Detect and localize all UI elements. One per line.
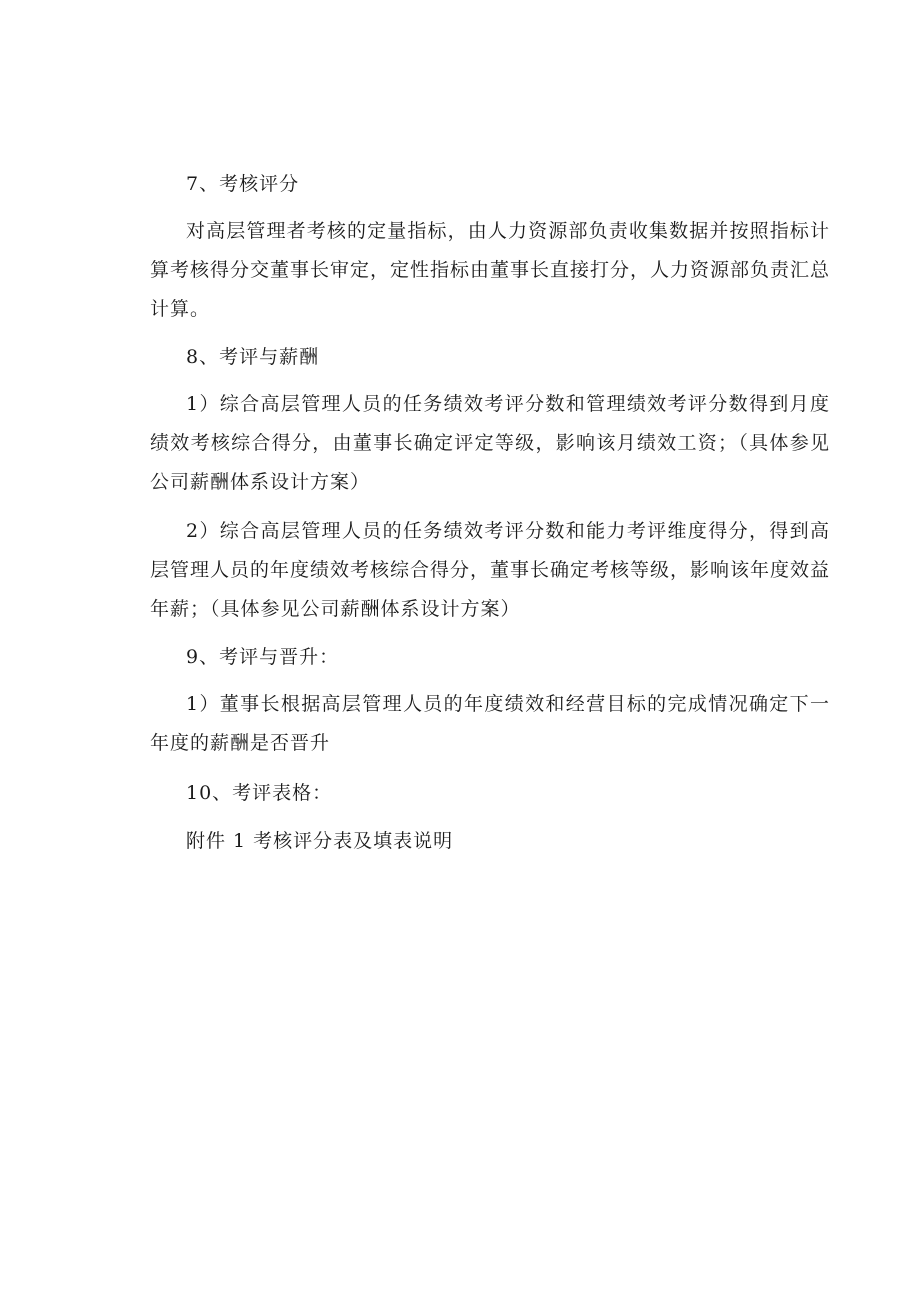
section-10-heading: 10、考评表格： [186, 782, 333, 804]
section-7-paragraph: 对高层管理者考核的定量指标，由人力资源部负责收集数据并按照指标计算考核得分交董事长审定，定性指标由董事长直接打分，人力资源部负责汇总计算。 [150, 220, 831, 320]
section-9-item-1: 1）董事长根据高层管理人员的年度绩效和经营目标的完成情况确定下一年度的薪酬是否晋升 [150, 693, 830, 754]
section-10-attachment: 附件 1 考核评分表及填表说明 [186, 830, 454, 852]
section-9-heading: 9、考评与晋升： [186, 646, 340, 668]
section-8-item-2: 2）综合高层管理人员的任务绩效考评分数和能力考评维度得分，得到高层管理人员的年度绩效考核综合得分，董事长确定考核等级，影响该年度效益年薪；（具体参见公司薪酬体系设计方案） [150, 520, 831, 620]
section-8-heading: 8、考评与薪酬 [186, 346, 320, 368]
document-page [150, 166, 830, 859]
section-8-item-1: 1）综合高层管理人员的任务绩效考评分数和管理绩效考评分数得到月度绩效考核综合得分，由董事长确定评定等级，影响该月绩效工资；（具体参见公司薪酬体系设计方案） [150, 393, 830, 493]
section-7-heading: 7、考核评分 [186, 173, 300, 195]
